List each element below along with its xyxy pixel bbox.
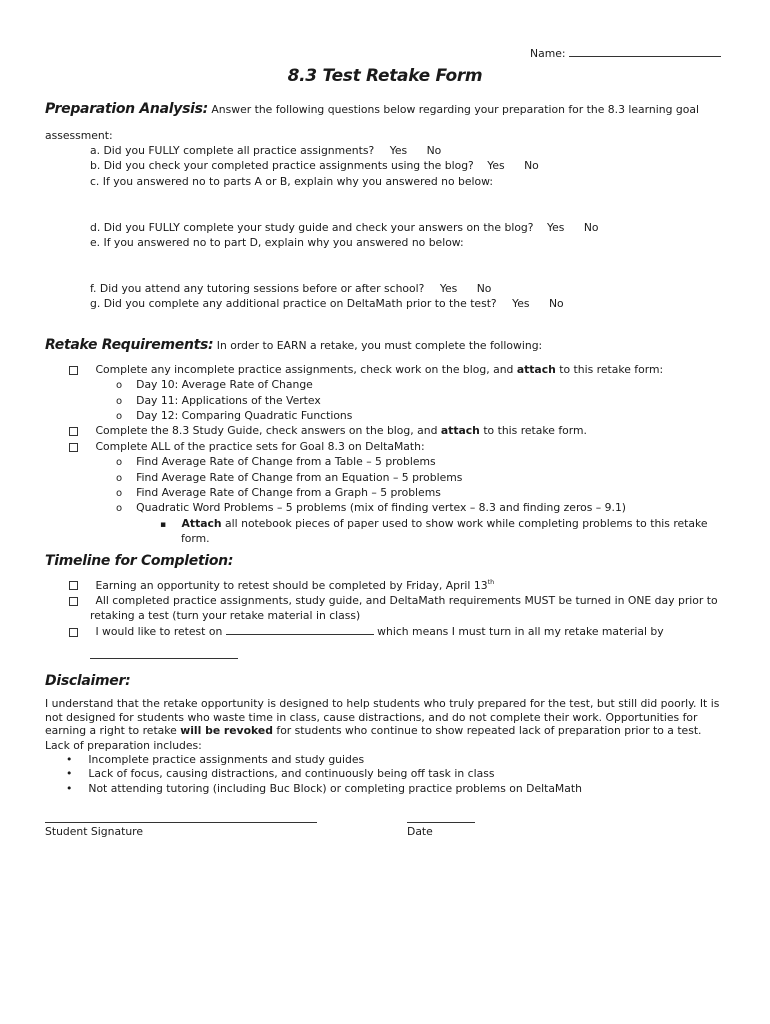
question-d (90, 221, 599, 234)
question-b-text: b. Did you check your completed practice assignments using the blog? (90, 159, 474, 172)
list-item: • Lack of focus, causing distractions, and continuously being off task in class (66, 767, 495, 780)
question-a (90, 144, 441, 157)
list-item: o Day 11: Applications of the Vertex (116, 394, 321, 407)
disclaimer-heading: Disclaimer: (45, 673, 131, 689)
answer-no[interactable]: No (426, 144, 442, 157)
timeline-item-1 (69, 578, 494, 592)
retake-item-2-text: Complete the 8.3 Study Guide, check answers on the blog, and (95, 424, 438, 437)
turn-in-date-line[interactable] (90, 648, 238, 659)
sub-item-text: Day 11: Applications of the Vertex (136, 394, 321, 407)
checkbox[interactable] (69, 597, 78, 606)
timeline-item-2-cont: retaking a test (turn your retake material in class) (90, 609, 361, 622)
timeline-item-1-text: Earning an opportunity to retest should be completed by Friday, April 13 (95, 578, 488, 592)
retake-item-2 (69, 424, 587, 437)
disclaimer-paragraph (45, 697, 725, 738)
question-e: e. If you answered no to part D, explain why you answered no below: (90, 236, 464, 249)
question-d-text: d. Did you FULLY complete your study guide and check your answers on the blog? (90, 221, 534, 234)
retake-item-2-bold: attach (440, 424, 480, 437)
answer-yes[interactable]: Yes (546, 221, 565, 234)
retake-intro: In order to EARN a retake, you must complete the following: (216, 339, 543, 352)
lack-heading: Lack of preparation includes: (45, 739, 202, 752)
list-item: • Not attending tutoring (including Buc Block) or completing practice problems on DeltaMath (66, 782, 582, 795)
answer-no[interactable]: No (524, 159, 539, 172)
checkbox[interactable] (69, 443, 78, 452)
student-signature-label: Student Signature (45, 825, 144, 838)
timeline-heading: Timeline for Completion: (45, 553, 234, 569)
bullet-text: Incomplete practice assignments and study guides (88, 753, 365, 766)
list-item: o Day 12: Comparing Quadratic Functions (116, 409, 353, 422)
sub-item-text: Find Average Rate of Change from an Equation – 5 problems (136, 471, 463, 484)
ordinal-suffix: th (487, 578, 495, 586)
name-label: Name: (530, 47, 566, 60)
retake-heading: Retake Requirements: (45, 337, 214, 353)
list-item: o Find Average Rate of Change from a Table – 5 problems (116, 455, 436, 468)
question-g (90, 297, 564, 310)
list-item: o Find Average Rate of Change from a Graph – 5 problems (116, 486, 441, 499)
attach-text-cont: form. (181, 532, 210, 545)
timeline-item-3-text: I would like to retest on (95, 625, 223, 638)
name-line[interactable] (569, 56, 721, 57)
retake-intro-line (45, 337, 542, 353)
answer-yes[interactable]: Yes (512, 297, 530, 310)
question-f-text: f. Did you attend any tutoring sessions before or after school? (90, 282, 425, 295)
answer-no[interactable]: No (548, 297, 564, 310)
bullet-text: Lack of focus, causing distractions, and continuously being off task in class (88, 767, 495, 780)
date-label: Date (407, 825, 433, 838)
prep-heading: Preparation Analysis: (45, 101, 208, 117)
answer-yes[interactable]: Yes (389, 144, 408, 157)
retest-date-line[interactable] (226, 634, 374, 635)
retake-item-2-post: to this retake form. (483, 424, 587, 437)
timeline-item-2 (69, 594, 718, 607)
attach-note: ▪ Attach all notebook pieces of paper used to show work while completing problems to this retake (160, 517, 708, 530)
retake-item-3 (69, 440, 425, 453)
date-line[interactable] (407, 812, 475, 823)
checkbox[interactable] (69, 628, 78, 637)
question-g-text: g. Did you complete any additional practice on DeltaMath prior to the test? (90, 297, 497, 310)
retake-item-1-post: to this retake form: (559, 363, 664, 376)
checkbox[interactable] (69, 581, 78, 590)
retake-item-1-bold: attach (516, 363, 556, 376)
list-item: o Day 10: Average Rate of Change (116, 378, 313, 391)
timeline-item-3-post: which means I must turn in all my retake material by (377, 625, 664, 638)
retake-item-1-text: Complete any incomplete practice assignments, check work on the blog, and (95, 363, 514, 376)
disclaimer-text: I understand that the retake opportunity is designed to help students who truly prepared for the test, but still did poorly. It is not designed for students who waste time in class, cause distractions, and do not complete their work. Opportunities for earning a right to retake (45, 697, 720, 737)
sub-item-text: Find Average Rate of Change from a Table – 5 problems (136, 455, 436, 468)
page-title: 8.3 Test Retake Form (287, 66, 483, 86)
question-b (90, 159, 539, 172)
attach-text: all notebook pieces of paper used to show work while completing problems to this retake (225, 517, 708, 530)
name-field (530, 47, 721, 60)
bullet-text: Not attending tutoring (including Buc Block) or completing practice problems on DeltaMath (88, 782, 582, 795)
question-a-text: a. Did you FULLY complete all practice assignments? (90, 144, 375, 157)
sub-item-text: Find Average Rate of Change from a Graph – 5 problems (136, 486, 441, 499)
prep-intro-1: Answer the following questions below regarding your preparation for the 8.3 learning goal (211, 103, 699, 116)
disclaimer-bold: will be revoked (180, 724, 273, 737)
answer-yes[interactable]: Yes (439, 282, 458, 295)
checkbox[interactable] (69, 366, 78, 375)
retake-item-1 (69, 363, 663, 376)
answer-no[interactable]: No (476, 282, 492, 295)
list-item: o Find Average Rate of Change from an Equation – 5 problems (116, 471, 463, 484)
prep-intro-line (45, 101, 699, 117)
timeline-item-3 (69, 625, 664, 638)
disclaimer-text-post: for students who continue to show repeated lack of preparation prior to a test. (276, 724, 702, 737)
retake-item-3-text: Complete ALL of the practice sets for Goal 8.3 on DeltaMath: (95, 440, 425, 453)
checkbox[interactable] (69, 427, 78, 436)
signature-line[interactable] (45, 812, 317, 823)
prep-intro-2: assessment: (45, 129, 113, 142)
attach-bold: Attach (181, 517, 222, 530)
answer-yes[interactable]: Yes (487, 159, 505, 172)
list-item: o Quadratic Word Problems – 5 problems (mix of finding vertex – 8.3 and finding zeros – 9.1) (116, 501, 627, 514)
answer-no[interactable]: No (583, 221, 599, 234)
list-item: • Incomplete practice assignments and study guides (66, 753, 365, 766)
sub-item-text: Quadratic Word Problems – 5 problems (mix of finding vertex – 8.3 and finding zeros – 9.1) (136, 501, 627, 514)
question-f (90, 282, 491, 295)
timeline-item-2-text: All completed practice assignments, study guide, and DeltaMath requirements MUST be turned in ONE day prior to (95, 594, 718, 607)
sub-item-text: Day 12: Comparing Quadratic Functions (136, 409, 353, 422)
question-c: c. If you answered no to parts A or B, explain why you answered no below: (90, 175, 493, 188)
sub-item-text: Day 10: Average Rate of Change (136, 378, 313, 391)
